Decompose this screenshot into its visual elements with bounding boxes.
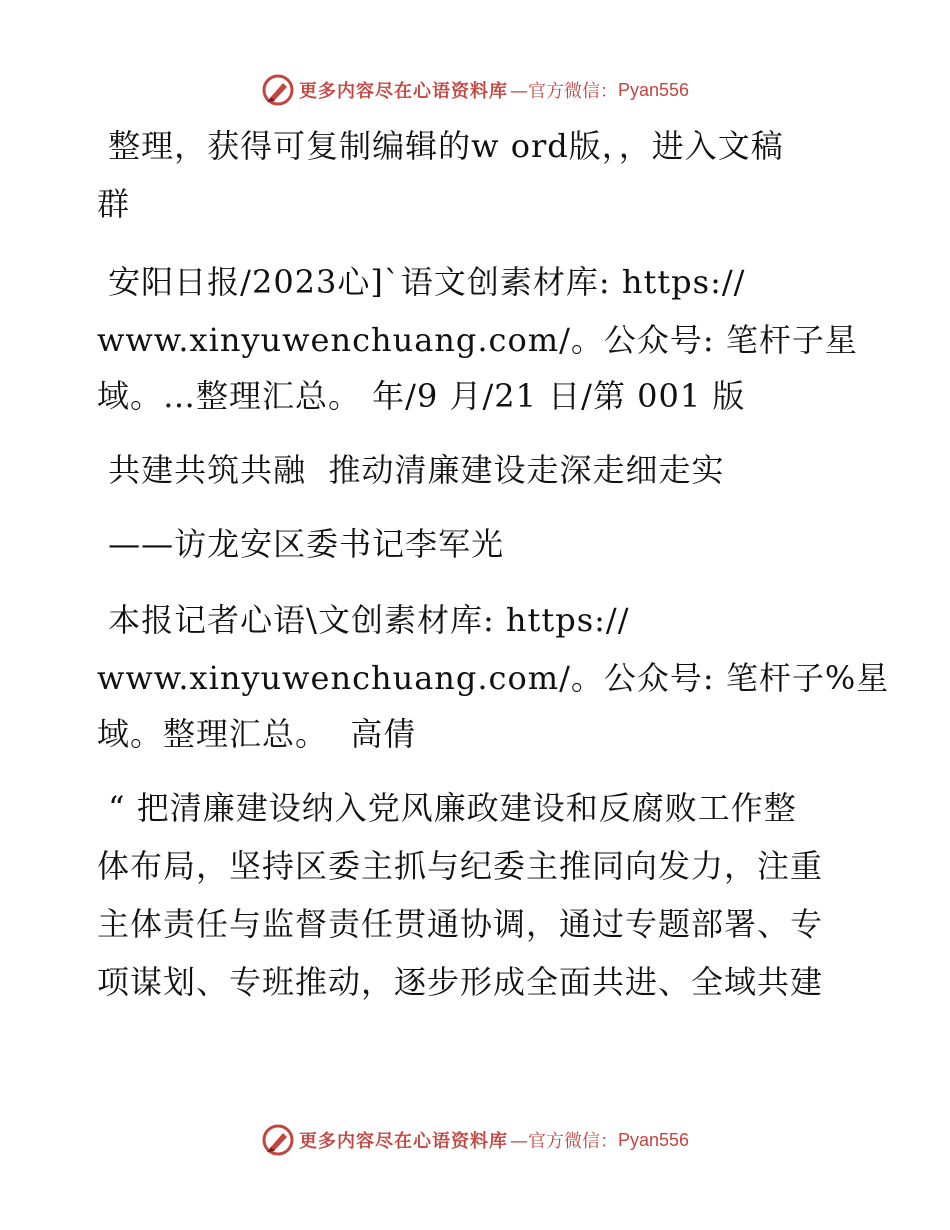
pen-logo-icon	[261, 1123, 295, 1157]
banner-separator-text: —官方微信：	[509, 81, 618, 102]
paragraph-line-3: 主体责任与监督责任贯通协调，通过专题部署、专	[97, 905, 824, 943]
footer-banner	[0, 1120, 950, 1160]
pen-logo-icon	[261, 73, 295, 107]
intro-line-2: 群	[97, 185, 131, 223]
source-line-2: www.xinyuwenchuang.com/。公众号: 笔杆子星	[97, 321, 858, 359]
header-banner	[0, 70, 950, 110]
banner-brand-text: 更多内容尽在心语资料库	[298, 81, 508, 102]
byline-line-3: 域。整理汇总。 高倩	[97, 715, 417, 753]
byline-line-1: 本报记者心语\文创素材库: https://	[97, 601, 630, 639]
banner-wechat-id: Pyan556	[617, 79, 690, 100]
banner-wechat-id: Pyan556	[617, 1129, 690, 1150]
article-subheadline: ——访龙安区委书记李军光	[97, 525, 505, 563]
banner-brand-text: 更多内容尽在心语资料库	[298, 1131, 508, 1152]
source-line-3: 域。…整理汇总。 年/9 月/21 日/第 001 版	[97, 377, 746, 415]
paragraph-line-1: “ 把清廉建设纳入党风廉政建设和反腐败工作整	[97, 789, 797, 827]
article-headline: 共建共筑共融 推动清廉建设走深走细走实	[97, 451, 725, 489]
source-line-1: 安阳日报/2023心]`语文创素材库: https://	[97, 263, 746, 301]
byline-line-2: www.xinyuwenchuang.com/。公众号: 笔杆子%星	[97, 659, 890, 697]
paragraph-line-4: 项谋划、专班推动，逐步形成全面共进、全域共建	[97, 963, 824, 1001]
intro-line-1: 整理，获得可复制编辑的w ord版，，进入文稿	[97, 127, 784, 165]
banner-separator-text: —官方微信：	[509, 1131, 618, 1152]
paragraph-line-2: 体布局，坚持区委主抓与纪委主推同向发力，注重	[97, 847, 824, 885]
